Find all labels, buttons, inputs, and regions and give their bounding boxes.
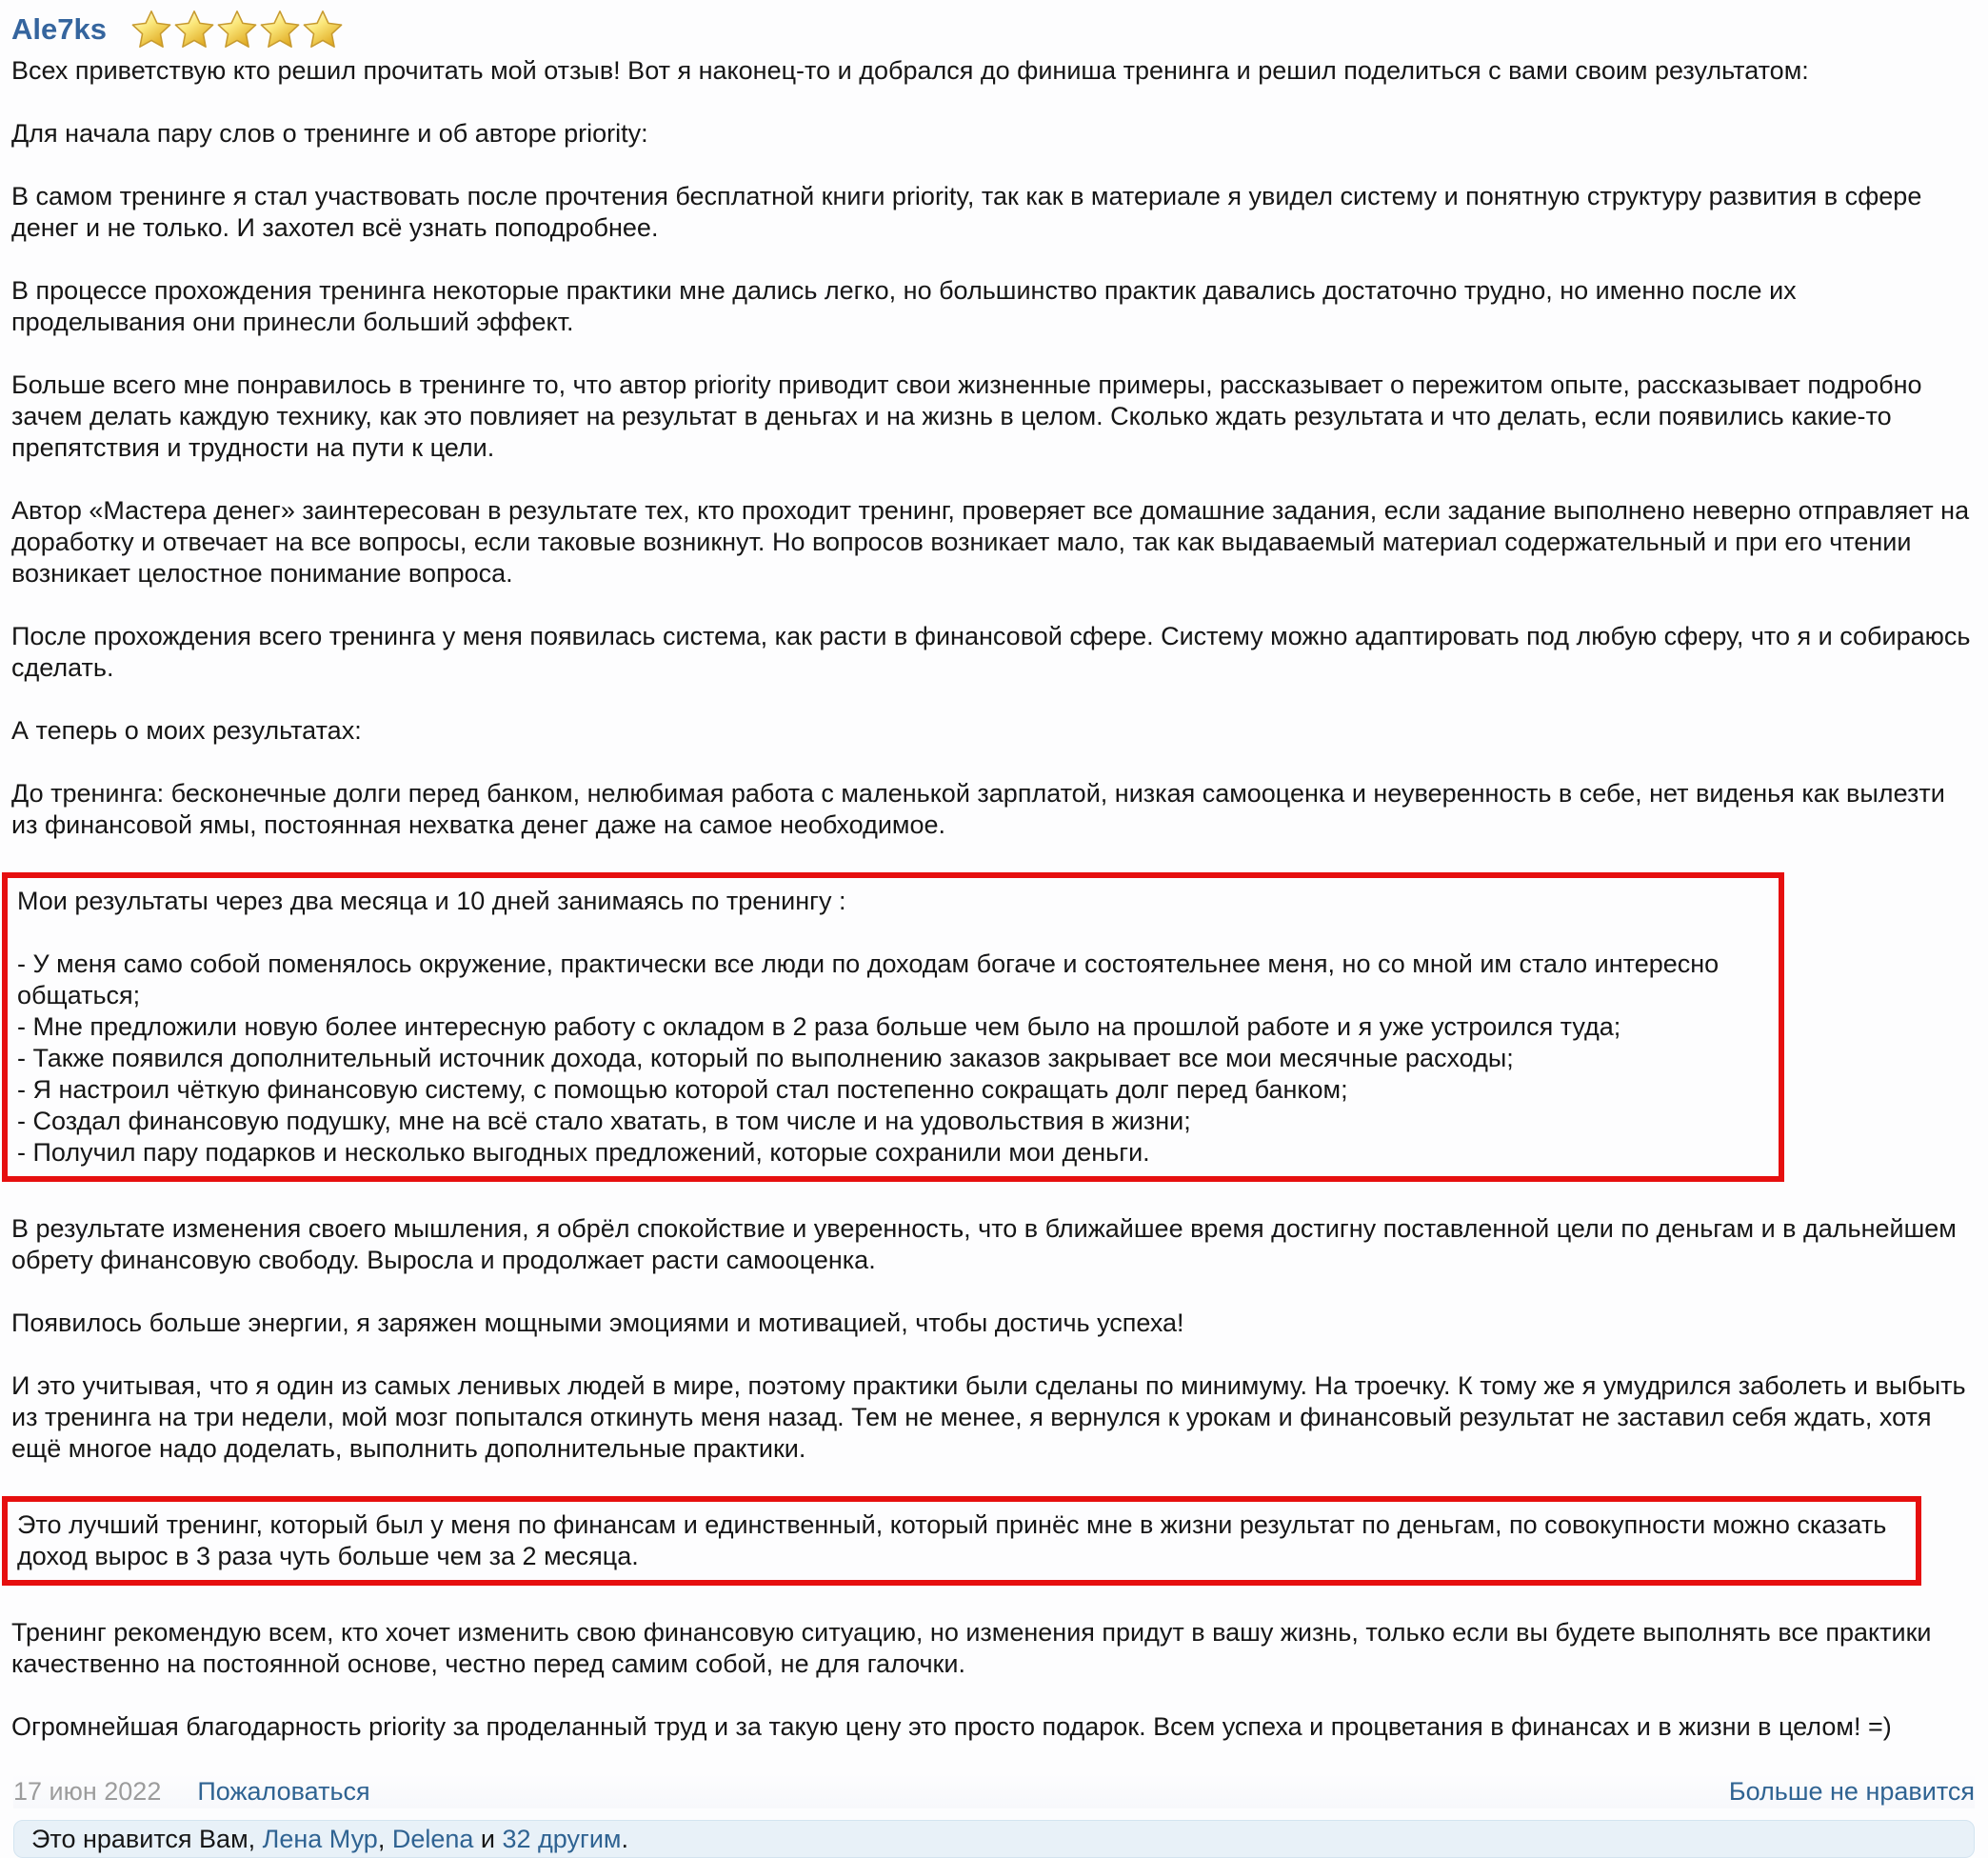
review-paragraph: Огромнейшая благодарность priority за проделанный труд и за такую цену это просто подарок. Всем успеха и процветания в финансах и в жизни в целом! =)	[11, 1712, 1892, 1741]
message-meta-row	[13, 1774, 1975, 1808]
paragraphs-after	[11, 1617, 1977, 1743]
likes-prefix: Это нравится Вам,	[31, 1824, 263, 1853]
result-item: - Также появился дополнительный источник дохода, который по выполнению заказов закрывает все мои месячные расходы;	[17, 1044, 1514, 1072]
star-icon	[174, 9, 214, 49]
review-paragraph: Тренинг рекомендую всем, кто хочет изменить свою финансовую ситуацию, но изменения придут в вашу жизнь, только если вы будете выполнять все практики качественно на постоянной основе, честно перед самим собой, не для галочки.	[11, 1618, 1938, 1678]
report-link[interactable]: Пожаловаться	[197, 1776, 370, 1806]
liker-link-1[interactable]: Лена Мур	[262, 1824, 378, 1853]
unlike-link[interactable]: Больше не нравится	[1728, 1776, 1975, 1806]
review-paragraph: И это учитывая, что я один из самых ленивых людей в мире, поэтому практики были сделаны по минимуму. На троечку. К тому же я умудрился заболеть и выбыть из тренинга на три недели, мой мозг попытался откинуть меня назад. Тем не менее, я вернулся к урокам и финансовый результат не заставил себя ждать, хотя ещё многое надо доделать, выполнить дополнительные практики.	[11, 1371, 1974, 1463]
review-paragraph: А теперь о моих результатах:	[11, 716, 362, 745]
result-item: - Я настроил чёткую финансовую систему, с помощью которой стал постепенно сокращать долг перед банком;	[17, 1075, 1348, 1104]
star-icon	[217, 9, 257, 49]
likes-separator: ,	[377, 1824, 392, 1853]
result-item: - Получил пару подарков и несколько выгодных предложений, которые сохранили мои деньги.	[17, 1138, 1150, 1167]
result-item: - Мне предложили новую более интересную работу с окладом в 2 раза больше чем было на прошлой работе и я уже устроился туда;	[17, 1012, 1621, 1041]
conclusion-text: Это лучший тренинг, который был у меня по финансам и единственный, который принёс мне в жизни результат по деньгам, по совокупности можно сказать доход вырос в 3 раза чуть больше чем за 2 месяца.	[17, 1510, 1894, 1570]
star-icon	[303, 9, 343, 49]
review-paragraph: После прохождения всего тренинга у меня появилась система, как расти в финансовой сфере. Систему можно адаптировать под любую сферу, что я и собираюсь сделать.	[11, 622, 1978, 682]
result-item: - У меня само собой поменялось окружение, практически все люди по доходам богаче и состоятельнее меня, но со мной им стало интересно общаться;	[17, 949, 1726, 1009]
star-icon	[131, 9, 171, 49]
post-date: 17 июн 2022	[13, 1776, 162, 1806]
likes-others-link[interactable]: 32 другим	[502, 1824, 622, 1853]
review-paragraph: В самом тренинге я стал участвовать после прочтения бесплатной книги priority, так как в материале я увидел систему и понятную структуру развития в сфере денег и не только. И захотел всё узнать поподробнее.	[11, 182, 1929, 242]
paragraphs-before	[11, 55, 1977, 841]
likes-suffix: .	[621, 1824, 629, 1853]
review-paragraph: Появилось больше энергии, я заряжен мощными эмоциями и мотивацией, чтобы достичь успеха!	[11, 1309, 1184, 1337]
rating-stars	[131, 9, 343, 49]
likes-conjunction: и	[473, 1824, 503, 1853]
paragraphs-middle	[11, 1213, 1977, 1465]
review-paragraph: Для начала пару слов о тренинге и об авторе priority:	[11, 119, 648, 148]
review-paragraph: В процессе прохождения тренинга некоторые практики мне дались легко, но большинство практик давались достаточно трудно, но именно после их проделывания они принесли больший эффект.	[11, 276, 1804, 336]
review-paragraph: До тренинга: бесконечные долги перед банком, нелюбимая работа с маленькой зарплатой, низкая самооценка и неуверенность в себе, нет виденья как вылезти из финансовой ямы, постоянная нехватка денег даже на самое необходимое.	[11, 779, 1953, 839]
likes-bar	[13, 1820, 1975, 1858]
results-box-title: Мои результаты через два месяца и 10 дней занимаясь по тренингу :	[17, 887, 846, 915]
results-box-items	[17, 949, 1769, 1169]
username-link[interactable]: Ale7ks	[11, 11, 107, 46]
review-paragraph: Больше всего мне понравилось в тренинге то, что автор priority приводит свои жизненные примеры, рассказывает о пережитом опыте, рассказывает подробно зачем делать каждую технику, как это повлияет на результат в деньгах и на жизнь в целом. Сколько ждать результата и что делать, если появились какие-то препятствия и трудности на пути к цели.	[11, 370, 1930, 462]
review-body	[11, 55, 1977, 1743]
review-paragraph: Всех приветствую кто решил прочитать мой отзыв! Вот я наконец-то и добрался до финиша тренинга и решил поделиться с вами своим результатом:	[11, 56, 1809, 85]
review-paragraph: В результате изменения своего мышления, я обрёл спокойствие и уверенность, что в ближайшее время достигну поставленной цели по деньгам и в дальнейшем обрету финансовую свободу. Выросла и продолжает расти самооценка.	[11, 1214, 1964, 1274]
star-icon	[260, 9, 300, 49]
conclusion-highlight-box	[2, 1496, 1921, 1586]
meta-left	[13, 1776, 370, 1808]
liker-link-2[interactable]: Delena	[391, 1824, 474, 1853]
result-item: - Создал финансовую подушку, мне на всё стало хватать, в том числе и на удовольствия в жизни;	[17, 1107, 1191, 1135]
review-paragraph: Автор «Мастера денег» заинтересован в результате тех, кто проходит тренинг, проверяет все домашние задания, если задание выполнено неверно отправляет на доработку и отвечает на все вопросы, если таковые возникнут. Но вопросов возникает мало, так как выдаваемый материал содержательный и при его чтении возникает целостное понимание вопроса.	[11, 496, 1977, 588]
review-header	[11, 8, 1977, 50]
results-highlight-box	[2, 872, 1784, 1182]
